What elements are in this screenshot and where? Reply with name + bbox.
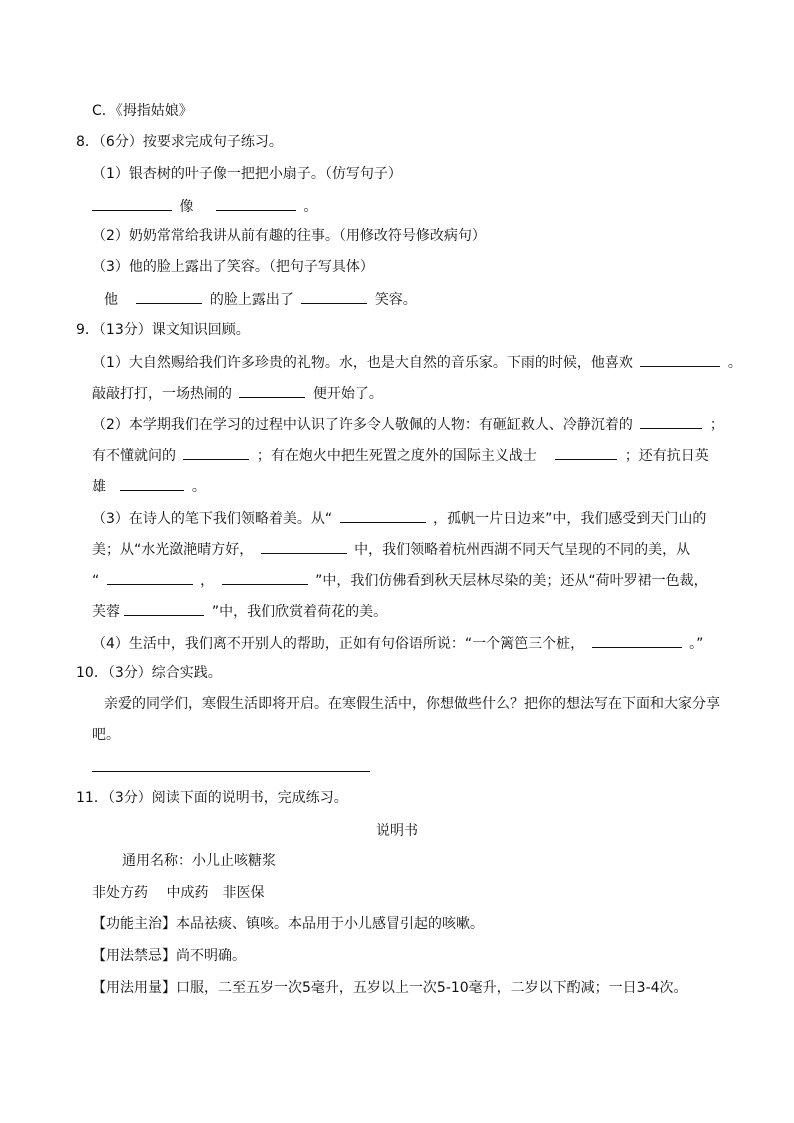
q10-answer-line[interactable] — [92, 771, 370, 772]
q9-p1-text-a: （1）大自然赐给我们许多珍贵的礼物。水，也是大自然的音乐家。下雨的时候，他喜欢 — [92, 355, 633, 371]
leaflet-tags: 非处方药 中成药 非医保 — [92, 885, 265, 901]
q9-p1-end-a: 。 — [727, 355, 742, 371]
q8-sentence-1: （1）银杏树的叶子像一把把小扇子。（仿写句子） — [92, 166, 402, 182]
answer-blank[interactable] — [640, 352, 720, 367]
q7-option-c: C．《拇指姑娘》 — [92, 103, 193, 119]
answer-blank[interactable] — [124, 601, 204, 616]
q9-p2-end-b: ；还有抗日英 — [624, 448, 709, 464]
q9-p2-line-c — [92, 476, 206, 496]
answer-blank[interactable] — [592, 633, 682, 648]
leaflet-contraindications: 【用法禁忌】尚不明确。 — [92, 948, 246, 964]
answer-blank[interactable] — [183, 445, 249, 460]
q9-p3-text-c3: ”中，我们仿佛看到秋天层林尽染的美；还从“荷叶罗裙一色裁， — [315, 573, 708, 589]
q9-p4-text: （4）生活中，我们离不开别人的帮助，正如有句俗语所说：“一个篱笆三个桩， — [92, 636, 585, 652]
answer-blank[interactable] — [239, 383, 305, 398]
answer-blank[interactable] — [136, 289, 202, 304]
q9-p3-line-a — [92, 508, 706, 528]
answer-blank[interactable] — [216, 196, 296, 211]
q10-heading: 10．（3分）综合实践。 — [76, 665, 222, 681]
q8-s3-c: 笑容。 — [374, 292, 417, 308]
q9-p1-line-a — [92, 352, 742, 372]
q8-s1-mid: 像 — [179, 199, 194, 215]
q9-heading: 9．（13分）课文知识回顾。 — [76, 322, 250, 338]
q9-p2-end-c: 。 — [191, 479, 206, 495]
q9-p3-text-b2: 中，我们领略着杭州西湖不同天气呈现的不同的美，从 — [354, 542, 691, 558]
q9-p2-text-c: 雄 — [92, 479, 106, 495]
q9-p3-text-c2: ， — [200, 573, 215, 589]
q9-p3-line-c — [92, 570, 708, 590]
q9-p3-line-d — [92, 601, 387, 621]
q9-p3-text-a2: ，孤帆一片日边来”中，我们感受到天门山的 — [433, 511, 707, 527]
leaflet-generic-name: 通用名称：小儿止咳糖浆 — [122, 853, 276, 869]
answer-blank[interactable] — [261, 539, 347, 554]
q8-sentence-3: （3）他的脸上露出了笑容。（把句子写具体） — [92, 259, 374, 275]
q9-p1-line-b — [92, 383, 383, 403]
leaflet-dosage: 【用法用量】口服，二至五岁一次5毫升，五岁以上一次5-10毫升，二岁以下酌减；一日3-4次。 — [92, 980, 688, 996]
q8-answer-line-3 — [104, 289, 417, 309]
answer-blank[interactable] — [120, 476, 184, 491]
q9-p4-line — [92, 633, 703, 653]
q8-sentence-2: （2）奶奶常常给我讲从前有趣的往事。（用修改符号修改病句） — [92, 228, 486, 244]
q9-p3-line-b — [92, 539, 690, 559]
q9-p2-end-a: ； — [709, 417, 724, 433]
answer-blank[interactable] — [555, 445, 617, 460]
q9-p3-text-d2: ”中，我们欣赏着荷花的美。 — [211, 604, 388, 620]
q9-p2-text-a: （2）本学期我们在学习的过程中认识了许多令人敬佩的人物：有砸缸救人、冷静沉着的 — [92, 417, 633, 433]
q9-p2-line-a — [92, 414, 724, 434]
q8-s3-b: 的脸上露出了 — [209, 292, 294, 308]
q9-p3-text-b1: 美；从“水光潋滟晴方好， — [92, 542, 254, 558]
q9-p2-text-b2: ；有在炮火中把生死置之度外的国际主义战士 — [256, 448, 537, 464]
q8-s1-end: 。 — [303, 199, 318, 215]
answer-blank[interactable] — [222, 570, 308, 585]
answer-blank[interactable] — [92, 196, 172, 211]
q9-p3-text-d1: 芙蓉 — [92, 604, 120, 620]
leaflet-title: 说明书 — [376, 823, 418, 839]
q8-answer-line-1 — [92, 196, 317, 216]
answer-blank[interactable] — [301, 289, 367, 304]
q8-s3-a: 他 — [104, 292, 118, 308]
q9-p2-text-b1: 有不懂就问的 — [92, 448, 176, 464]
q9-p1-end-b: 便开始了。 — [312, 386, 383, 402]
q10-body-line-1: 亲爱的同学们，寒假生活即将开启。在寒假生活中，你想做些什么？把你的想法写在下面和大家分享 — [104, 696, 720, 712]
q11-heading: 11．（3分）阅读下面的说明书，完成练习。 — [76, 790, 348, 806]
q8-heading: 8．（6分）按要求完成句子练习。 — [76, 134, 283, 150]
q9-p3-text-c1: “ — [92, 573, 100, 589]
q9-p4-end: 。” — [689, 636, 704, 652]
q9-p3-text-a1: （3）在诗人的笔下我们领略着美。从“ — [92, 511, 333, 527]
leaflet-function: 【功能主治】本品祛痰、镇咳。本品用于小儿感冒引起的咳嗽。 — [92, 916, 484, 932]
answer-blank[interactable] — [107, 570, 193, 585]
q10-body-line-2: 吧。 — [92, 727, 120, 743]
answer-blank[interactable] — [340, 508, 426, 523]
q9-p2-line-b — [92, 445, 709, 465]
answer-blank[interactable] — [640, 414, 702, 429]
q9-p1-text-b: 敲敲打打，一场热闹的 — [92, 386, 232, 402]
